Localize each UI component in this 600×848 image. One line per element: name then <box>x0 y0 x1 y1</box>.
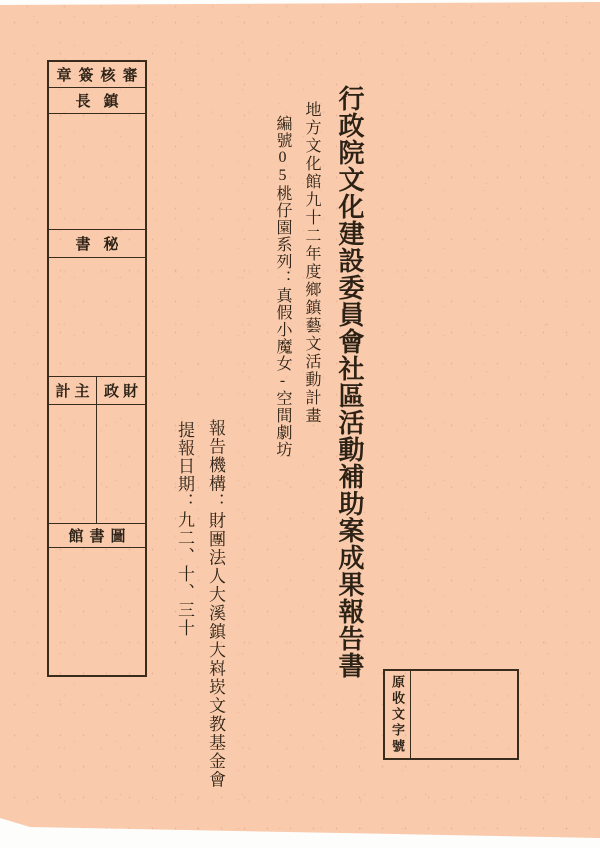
finance-label: 政財 <box>103 384 142 400</box>
mayor-row <box>49 88 145 114</box>
library-row <box>49 524 145 548</box>
chief-accounting-cell <box>49 377 97 404</box>
mayor-signature-box <box>49 114 145 230</box>
receipt-number-label-cell <box>385 671 411 758</box>
review-signature-header-label: 章簽核審 <box>56 68 145 84</box>
chief-accounting-signature-box <box>49 405 97 523</box>
report-date: 提報日期：九二、十、三十 <box>175 421 194 637</box>
main-title: 行政院文化建設委員會社區活動補助案成果報告書 <box>335 85 364 679</box>
subtitle-program: 地方文化館九十二年度鄉鎮藝文活動計畫 <box>303 101 320 425</box>
receipt-number-label: 原收文字號 <box>390 674 405 755</box>
receipt-number-box <box>383 669 519 760</box>
subtitle-series: 編號05桃仔園系列：真假小魔女-空間劇坊 <box>274 115 291 458</box>
finance-cell <box>97 377 145 404</box>
secretary-label: 書秘 <box>75 237 132 253</box>
finance-signature-box <box>97 405 145 523</box>
approval-stamp-table <box>47 60 147 677</box>
library-label: 館書圖 <box>68 529 132 545</box>
secretary-row <box>49 230 145 258</box>
finance-accounting-signature-boxes <box>49 405 145 524</box>
chief-accounting-label: 計主 <box>55 384 94 400</box>
secretary-signature-box <box>49 258 145 377</box>
mayor-label: 長鎮 <box>75 94 132 110</box>
table-header-row <box>49 62 145 88</box>
library-signature-box <box>49 548 145 675</box>
report-organization: 報告機構：財團法人大溪鎮大嵙崁文教基金會 <box>206 419 225 789</box>
finance-accounting-row <box>49 377 145 405</box>
receipt-number-field <box>411 671 517 758</box>
